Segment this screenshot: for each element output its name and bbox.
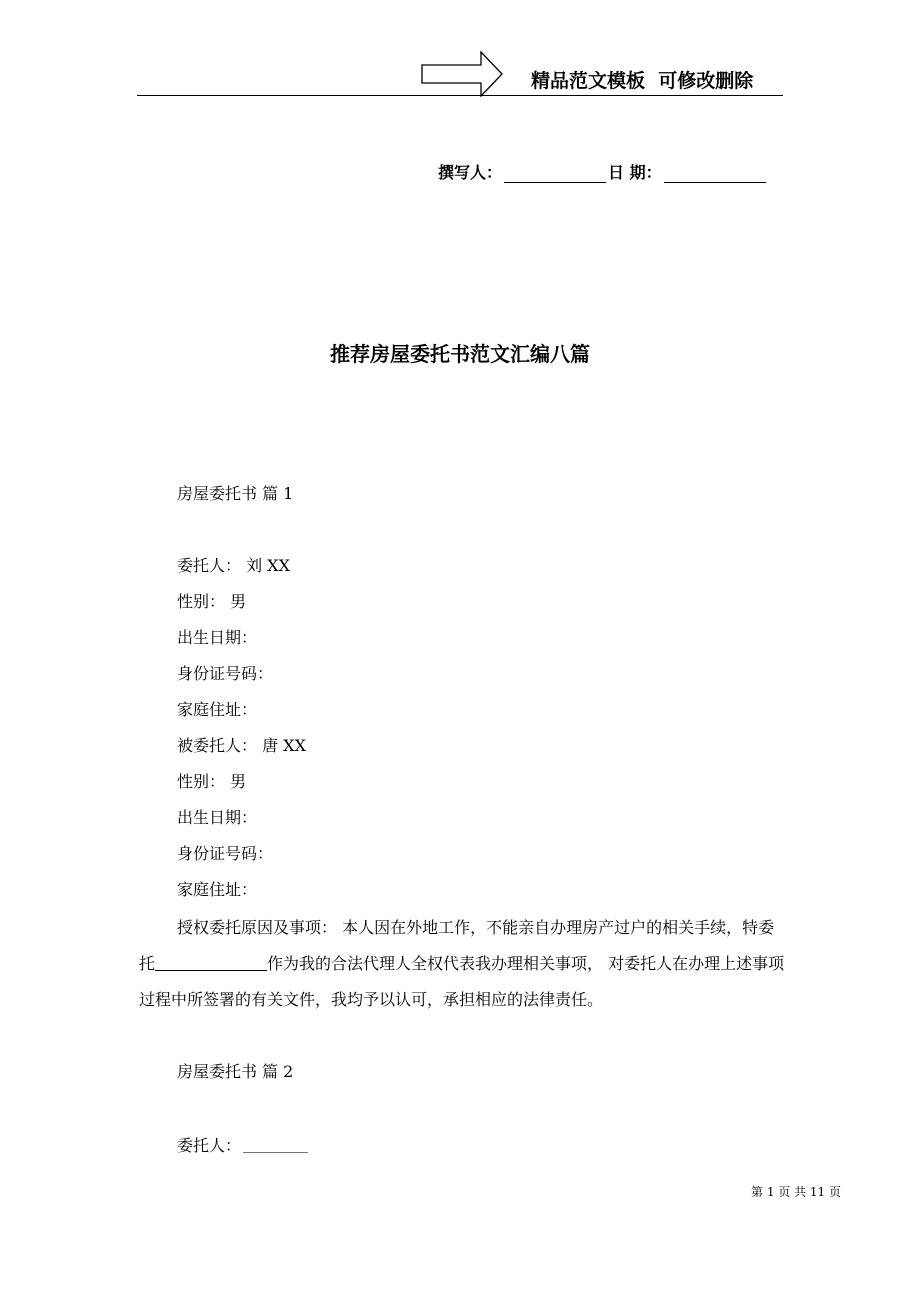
agent-blank xyxy=(155,954,267,971)
page-footer: 第 1 页 共 11 页 xyxy=(751,1185,841,1199)
agent-name-line: 被委托人： 唐 XX xyxy=(177,736,306,755)
client-birthdate-line: 出生日期： xyxy=(177,628,258,647)
authorization-paragraph xyxy=(139,910,787,1018)
agent-address-line: 家庭住址： xyxy=(177,880,258,899)
agent-birthdate-line: 出生日期： xyxy=(177,808,258,827)
client-name-line: 委托人： 刘 XX xyxy=(177,556,290,575)
client-address-line: 家庭住址： xyxy=(177,700,258,719)
authorization-text-end: 作为我的合法代理人全权代表我办理相关事项， 对委托人在办理上述事项过程中所签署的有关文件，我均予以认可，承担相应的法律责任。 xyxy=(139,954,785,1009)
client-id-line: 身份证号码： xyxy=(177,664,274,683)
header-banner: 精品范文模板 可修改删除 xyxy=(531,70,754,92)
author-label: 撰写人： xyxy=(438,163,503,182)
agent-id-line: 身份证号码： xyxy=(177,844,274,863)
client-gender-line: 性别： 男 xyxy=(177,592,247,611)
author-date-line xyxy=(438,160,768,183)
client-line-2 xyxy=(177,1133,308,1156)
section-heading-2: 房屋委托书 篇 2 xyxy=(177,1062,294,1081)
date-label: 日 期： xyxy=(608,163,662,182)
header-divider xyxy=(137,95,783,96)
agent-gender-line: 性别： 男 xyxy=(177,772,247,791)
client-label-2: 委托人： xyxy=(177,1136,242,1155)
document-title: 推荐房屋委托书范文汇编八篇 xyxy=(330,342,590,366)
authorization-text-start: 授权委托原因及事项： 本人因在外地工作，不能亲自办理房产过户的相关手续，特委托 xyxy=(139,918,775,973)
date-blank xyxy=(664,164,766,183)
client-blank-2 xyxy=(243,1136,308,1153)
author-blank xyxy=(504,164,606,183)
section-heading: 房屋委托书 篇 1 xyxy=(177,484,294,503)
right-arrow-icon xyxy=(421,51,503,97)
